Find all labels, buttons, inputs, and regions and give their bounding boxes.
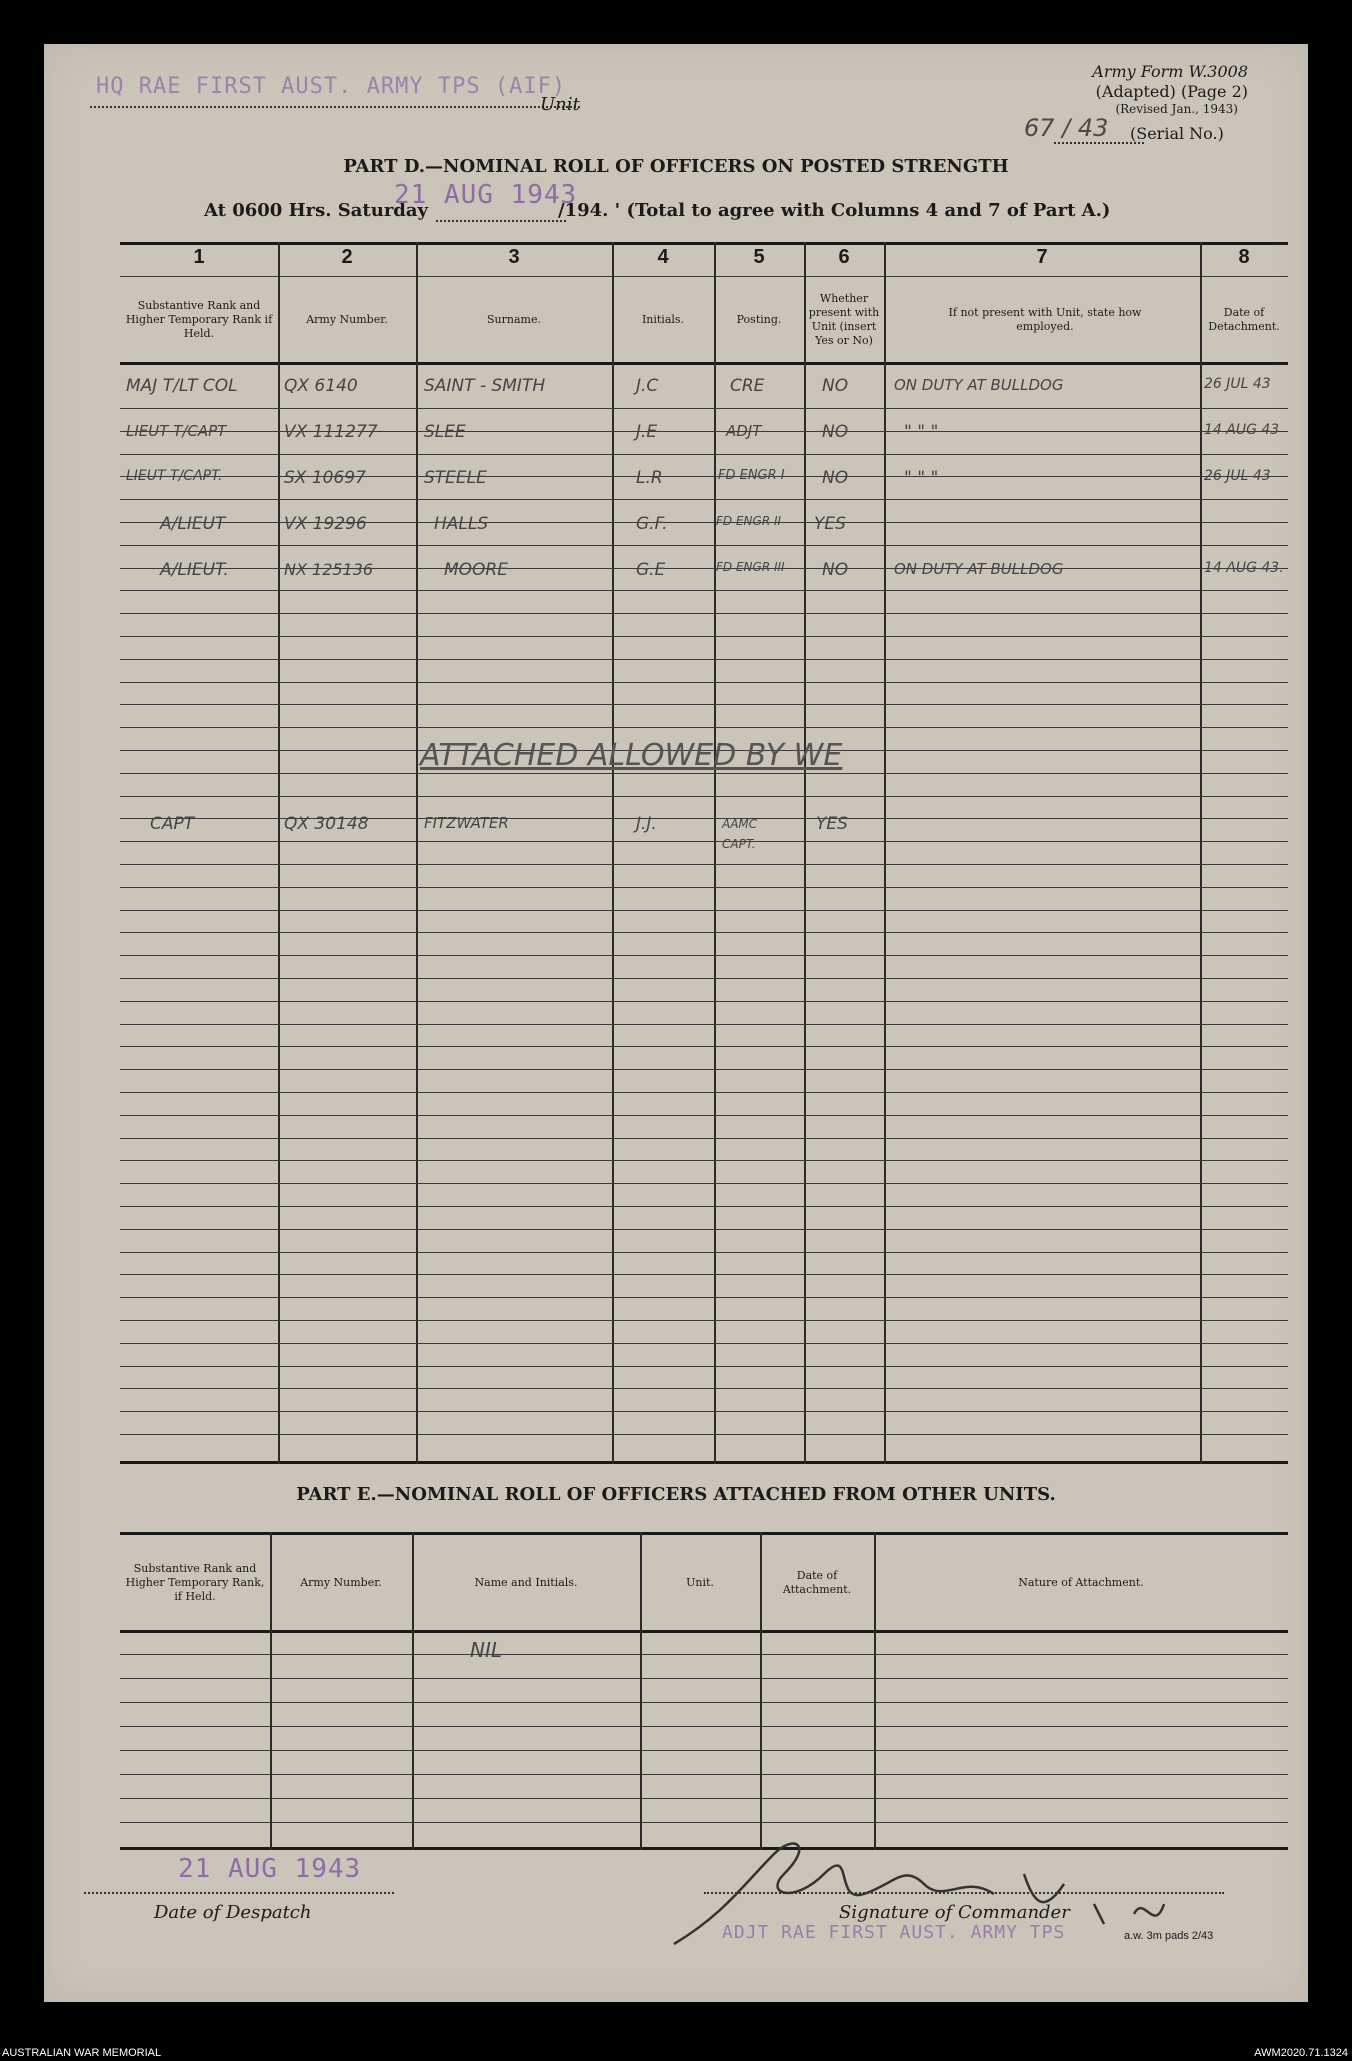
ruled-line <box>120 1774 1288 1775</box>
ruled-line <box>120 1678 1288 1679</box>
ruled-line <box>120 955 1288 956</box>
col-header-army-number: Army Number. <box>306 313 388 326</box>
attached-initials: J.J. <box>636 814 657 834</box>
e-col-divider <box>760 1532 762 1850</box>
row4-surname: HALLS <box>434 514 489 534</box>
row1-rank: MAJ T/LT COL <box>126 376 238 396</box>
ruled-line <box>120 1001 1288 1002</box>
ruled-line <box>120 499 1288 500</box>
despatch-stamp: 21 AUG 1943 <box>178 1854 362 1884</box>
ruled-line <box>120 841 1288 842</box>
col-number: 8 <box>1238 246 1250 268</box>
form-adapted: (Adapted) (Page 2) <box>1095 82 1248 101</box>
ruled-line <box>120 1297 1288 1298</box>
col-number: 7 <box>1036 246 1048 268</box>
ruled-line <box>120 910 1288 911</box>
attached-surname: FITZWATER <box>424 814 509 832</box>
row1-employed: ON DUTY AT BULLDOG <box>894 376 1064 394</box>
signature-label: Signature of Commander <box>839 1902 1070 1923</box>
col-divider <box>884 242 886 1464</box>
ruled-line <box>120 636 1288 637</box>
row4-rank: A/LIEUT <box>160 514 226 534</box>
row2-surname: SLEE <box>424 422 466 442</box>
ruled-line <box>120 545 1288 546</box>
table-top-border <box>120 242 1288 245</box>
col-number: 4 <box>657 246 669 268</box>
col-number: 2 <box>341 246 353 268</box>
e-col-header-rank: Substantive Rank and Higher Temporary Rank, if Held. <box>125 1562 265 1603</box>
e-col-header-attachment-date: Date of Attachment. <box>782 1569 852 1596</box>
col-divider <box>714 242 716 1464</box>
unit-dotted-line <box>90 106 580 108</box>
ruled-line <box>120 1252 1288 1253</box>
ruled-line <box>120 1411 1288 1412</box>
ruled-line <box>120 1702 1288 1703</box>
ruled-line <box>120 1229 1288 1230</box>
ruled-line <box>120 887 1288 888</box>
part-d-table <box>120 242 1288 1464</box>
ruled-line <box>120 1160 1288 1161</box>
row4-posting: FD ENGR II <box>716 514 782 528</box>
row2-present: NO <box>822 422 849 442</box>
part-e-entry: NIL <box>470 1638 503 1662</box>
row3-employed: " " " <box>904 468 939 488</box>
table-bottom-border <box>120 1461 1288 1464</box>
header-bottom-border <box>120 362 1288 365</box>
ruled-line <box>120 1069 1288 1070</box>
form-revised: (Revised Jan., 1943) <box>1115 102 1238 116</box>
form-page <box>44 44 1308 2002</box>
row1-surname: SAINT - SMITH <box>424 376 546 396</box>
e-header-bottom-border <box>120 1630 1288 1633</box>
ruled-line <box>120 727 1288 728</box>
row3-date: 26 JUL 43 <box>1204 468 1271 484</box>
ruled-line <box>120 1798 1288 1799</box>
e-col-header-nature: Nature of Attachment. <box>1018 1576 1144 1589</box>
col-header-surname: Surname. <box>487 313 541 326</box>
row3-posting: FD ENGR I <box>718 468 785 483</box>
row3-present: NO <box>822 468 849 488</box>
attached-posting: AAMC CAPT. <box>722 817 758 851</box>
row5-number: NX 125136 <box>284 560 374 579</box>
row5-present: NO <box>822 560 849 580</box>
e-col-divider <box>874 1532 876 1850</box>
unit-stamp: HQ RAE FIRST AUST. ARMY TPS (AIF) <box>96 74 567 99</box>
col-header-detachment-date: Date of Detachment. <box>1208 306 1280 333</box>
col-divider <box>804 242 806 1464</box>
colnum-divider <box>120 276 1288 277</box>
col-header-present: Whether present with Unit (insert Yes or No) <box>808 292 880 347</box>
caption-right: AWM2020.71.1324 <box>1254 2047 1348 2059</box>
ruled-line <box>120 1654 1288 1655</box>
row4-number: VX 19296 <box>284 514 367 534</box>
row4-initials: G.F. <box>636 514 668 534</box>
form-name: Army Form W.3008 <box>1092 62 1248 81</box>
col-header-employed: If not present with Unit, state how employed. <box>948 306 1142 333</box>
caption-left: AUSTRALIAN WAR MEMORIAL <box>2 2047 162 2059</box>
ruled-line <box>120 704 1288 705</box>
row2-posting: ADJT <box>726 422 762 440</box>
e-col-header-unit: Unit. <box>686 1576 714 1589</box>
row1-date: 26 JUL 43 <box>1204 376 1271 392</box>
part-e-table <box>120 1532 1288 1850</box>
serial-value: 67 / 43 <box>1024 114 1109 142</box>
despatch-label: Date of Despatch <box>154 1902 312 1923</box>
ruled-line <box>120 1320 1288 1321</box>
ruled-line <box>120 1366 1288 1367</box>
col-number: 6 <box>838 246 850 268</box>
row5-surname: MOORE <box>444 560 508 580</box>
ruled-line <box>120 932 1288 933</box>
col-divider <box>416 242 418 1464</box>
ruled-line <box>120 1434 1288 1435</box>
adjt-stamp: ADJT RAE FIRST AUST. ARMY TPS <box>722 1922 1066 1943</box>
ruled-line <box>120 1092 1288 1093</box>
row5-date: 14 AUG 43. <box>1204 560 1284 576</box>
ruled-line <box>120 659 1288 660</box>
row5-initials: G.E <box>636 560 666 580</box>
row4-present: YES <box>814 514 846 534</box>
row5-posting: FD ENGR III <box>716 560 785 574</box>
col-header-rank: Substantive Rank and Higher Temporary Rank if Held. <box>125 299 273 340</box>
col-divider <box>612 242 614 1464</box>
ruled-line <box>120 454 1288 455</box>
row2-rank: LIEUT T/CAPT <box>126 422 227 440</box>
ruled-line <box>120 1115 1288 1116</box>
col-number: 3 <box>508 246 520 268</box>
serial-label: (Serial No.) <box>1130 124 1224 143</box>
ruled-line <box>120 1024 1288 1025</box>
e-col-divider <box>412 1532 414 1850</box>
e-col-divider <box>640 1532 642 1850</box>
row2-employed: " " " <box>904 422 939 442</box>
row1-number: QX 6140 <box>284 376 358 396</box>
despatch-dotted-line <box>84 1892 394 1894</box>
e-col-header-army-number: Army Number. <box>300 1576 382 1589</box>
ruled-line <box>120 796 1288 797</box>
col-divider <box>278 242 280 1464</box>
row1-present: NO <box>822 376 849 396</box>
ruled-line <box>120 1138 1288 1139</box>
col-number: 1 <box>193 246 205 268</box>
ruled-line <box>120 1343 1288 1344</box>
row1-posting: CRE <box>730 376 765 396</box>
row2-date: 14 AUG 43 <box>1204 422 1280 438</box>
e-table-top-border <box>120 1532 1288 1535</box>
row2-number: VX 111277 <box>284 422 378 442</box>
col-header-posting: Posting. <box>736 313 782 326</box>
part-d-at-suffix: /194. ' (Total to agree with Columns 4 and 7 of Part A.) <box>558 200 1111 221</box>
ruled-line <box>120 978 1288 979</box>
ruled-line <box>120 1388 1288 1389</box>
unit-label: Unit <box>540 94 580 115</box>
ruled-line <box>120 590 1288 591</box>
col-number: 5 <box>753 246 765 268</box>
ruled-line <box>120 682 1288 683</box>
part-d-date-stamp: 21 AUG 1943 <box>394 180 578 210</box>
ruled-line <box>120 1206 1288 1207</box>
ruled-line <box>120 1274 1288 1275</box>
ruled-line <box>120 1183 1288 1184</box>
part-d-at-prefix: At 0600 Hrs. Saturday <box>204 200 429 221</box>
attached-number: QX 30148 <box>284 814 369 834</box>
attached-rank: CAPT <box>150 814 195 834</box>
col-divider <box>1200 242 1202 1464</box>
ruled-line <box>120 613 1288 614</box>
row5-rank: A/LIEUT. <box>160 560 229 580</box>
row2-initials: J.E <box>636 422 658 442</box>
part-d-title: PART D.—NOMINAL ROLL OF OFFICERS ON POSTED STRENGTH <box>343 156 1009 177</box>
e-col-divider <box>270 1532 272 1850</box>
row5-employed: ON DUTY AT BULLDOG <box>894 560 1064 578</box>
attached-note: ATTACHED ALLOWED BY WE <box>420 738 843 773</box>
row1-initials: J.C <box>636 376 659 396</box>
part-e-title: PART E.—NOMINAL ROLL OF OFFICERS ATTACHED FROM OTHER UNITS. <box>296 1484 1056 1505</box>
ruled-line <box>120 1750 1288 1751</box>
row3-surname: STEELE <box>424 468 487 488</box>
ruled-line <box>120 864 1288 865</box>
ruled-line <box>120 1726 1288 1727</box>
print-code: a.w. 3m pads 2/43 <box>1124 1930 1214 1942</box>
row3-initials: L.R <box>636 468 663 488</box>
ruled-line <box>120 1046 1288 1047</box>
date-dotted-line <box>436 220 566 222</box>
ruled-line <box>120 408 1288 409</box>
row3-rank: LIEUT T/CAPT. <box>126 468 223 484</box>
row3-number: SX 10697 <box>284 468 366 488</box>
col-header-initials: Initials. <box>641 313 685 326</box>
e-col-header-name: Name and Initials. <box>474 1576 578 1589</box>
attached-present: YES <box>816 814 848 834</box>
